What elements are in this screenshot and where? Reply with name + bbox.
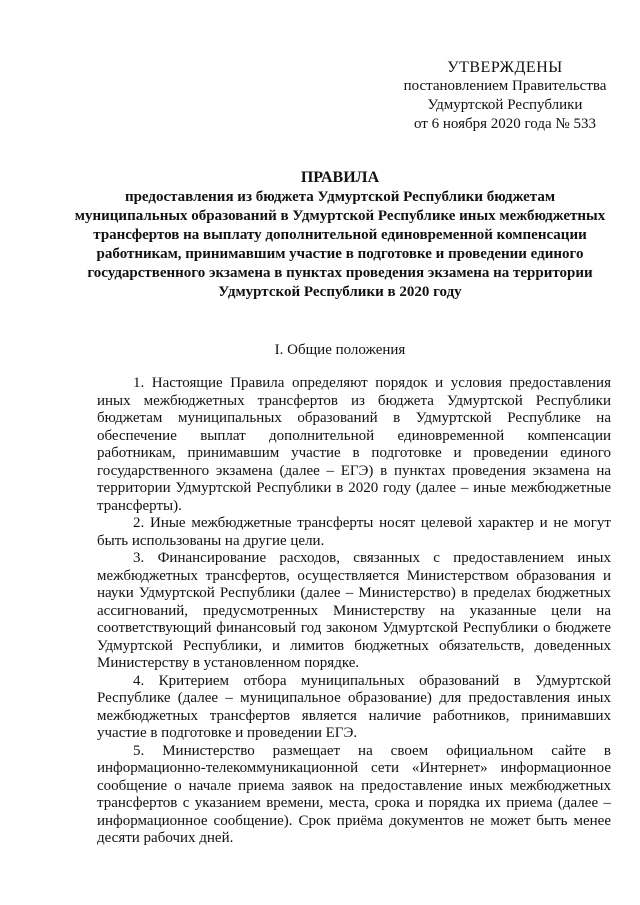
paragraph-5: 5. Министерство размещает на своем официальном сайте в информационно-телекоммуникационной сети «Интернет» информационное сообщение о начале приема заявок на предоставление иных межбюджетных трансфертов с указанием времени, места, срока и порядка их приема (далее – информационное сообщение). Срок приёма документов не может быть менее десяти рабочих дней. <box>97 742 611 846</box>
approval-date: от 6 ноября 2020 года № 533 <box>414 116 596 132</box>
approval-republic: Удмуртской Республики <box>427 97 583 113</box>
document-body <box>97 375 611 848</box>
approval-decree: постановлением Правительства <box>403 78 607 94</box>
paragraph-1: 1. Настоящие Правила определяют порядок и условия предоставления иных межбюджетных трансфертов из бюджета Удмуртской Республики бюджетам муниципальных образований в Удмуртской Республике на обеспечение выплат дополнительной единовременной компенсации работникам, принимавшим участие в подготовке и проведении единого государственного экзамена (далее – ЕГЭ) в пунктах проведения экзамена на территории Удмуртской Республики в 2020 году (далее – иные межбюджетные трансферты). <box>97 375 611 514</box>
paragraph-3: 3. Финансирование расходов, связанных с предоставлением иных межбюджетных трансфертов, осуществляется Министерством образования и науки Удмуртской Республики (далее – Министерство) в пределах бюджетных ассигнований, предусмотренных Министерству на указанные цели на соответствующий финансовый год законом Удмуртской Республики о бюджете Удмуртской Республики, и лимитов бюджетных обязательств, доведенных Министерству в установленном порядке. <box>97 550 611 671</box>
section-heading: I. Общие положения <box>274 342 406 358</box>
document-title-block <box>70 168 610 302</box>
document-subtitle: предоставления из бюджета Удмуртской Республики бюджетам муниципальных образований в Удмуртской Республике иных межбюджетных трансфертов на выплату дополнительной единовременной компенсации работникам, принимавшим участие в подготовке и проведении единого государственного экзамена в пунктах проведения экзамена на территории Удмуртской Республики в 2020 году <box>74 189 606 300</box>
paragraph-2: 2. Иные межбюджетные трансферты носят целевой характер и не могут быть использованы на другие цели. <box>97 515 611 549</box>
document-title: ПРАВИЛА <box>300 169 380 186</box>
approval-stamp <box>380 58 630 134</box>
approval-heading: УТВЕРЖДЕНЫ <box>447 59 563 76</box>
paragraph-4: 4. Критерием отбора муниципальных образований в Удмуртской Республике (далее – муниципальное образование) для предоставления иных межбюджетных трансфертов является наличие работников, принимавших участие в подготовке и проведении ЕГЭ. <box>97 672 611 741</box>
